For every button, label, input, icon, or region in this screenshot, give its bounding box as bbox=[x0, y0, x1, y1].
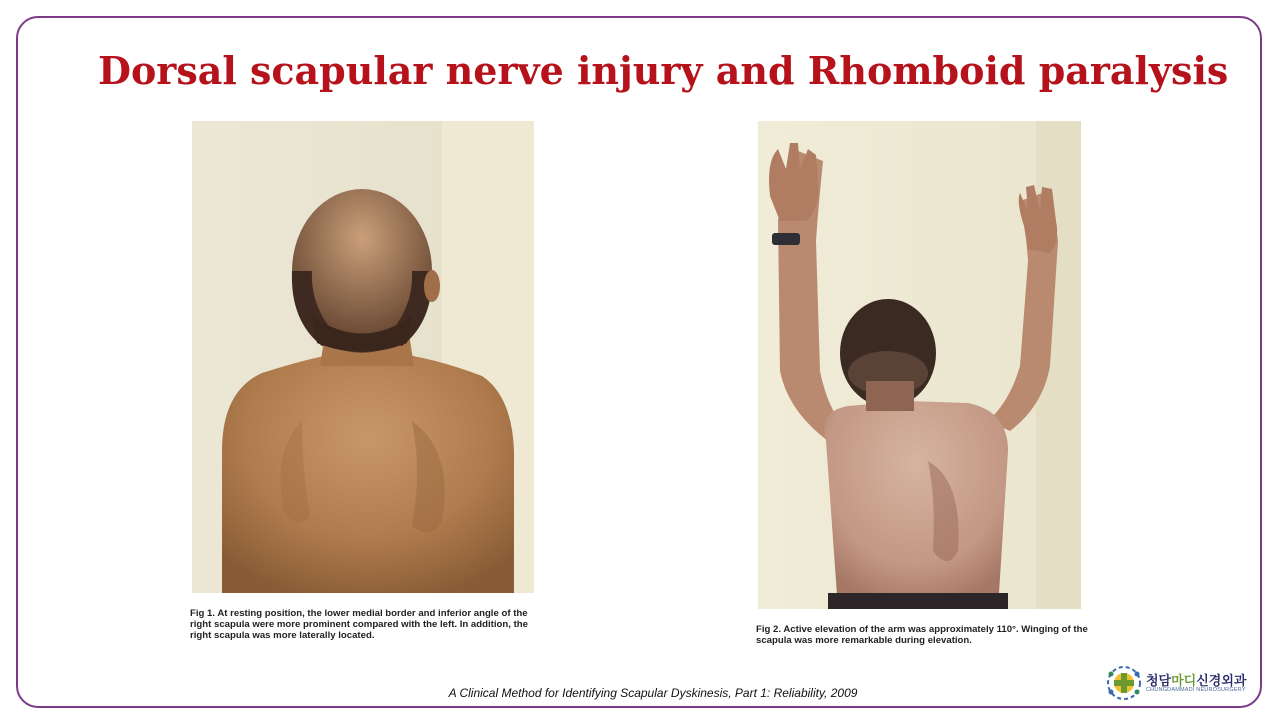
figure-1-photo bbox=[192, 121, 534, 593]
citation: A Clinical Method for Identifying Scapular Dyskinesis, Part 1: Reliability, 2009 bbox=[448, 686, 858, 700]
figure-1-caption: Fig 1. At resting position, the lower medial border and inferior angle of the right scapula were more prominent compared with the left. In addition, the right scapula was more laterally located. bbox=[190, 608, 528, 641]
clinic-logo-icon bbox=[1106, 665, 1142, 701]
clinic-logo bbox=[1106, 665, 1256, 705]
clinic-logo-name: 청담마디신경외과 bbox=[1146, 673, 1247, 688]
figure-2-photo bbox=[758, 121, 1081, 609]
clinic-logo-subtitle: CHUNGDAMMADI NEUROSURGERY bbox=[1146, 687, 1246, 693]
slide-title: Dorsal scapular nerve injury and Rhomboid paralysis bbox=[98, 48, 1229, 93]
figure-2-caption: Fig 2. Active elevation of the arm was approximately 110°. Winging of the scapula was more remarkable during elevation. bbox=[756, 624, 1088, 646]
